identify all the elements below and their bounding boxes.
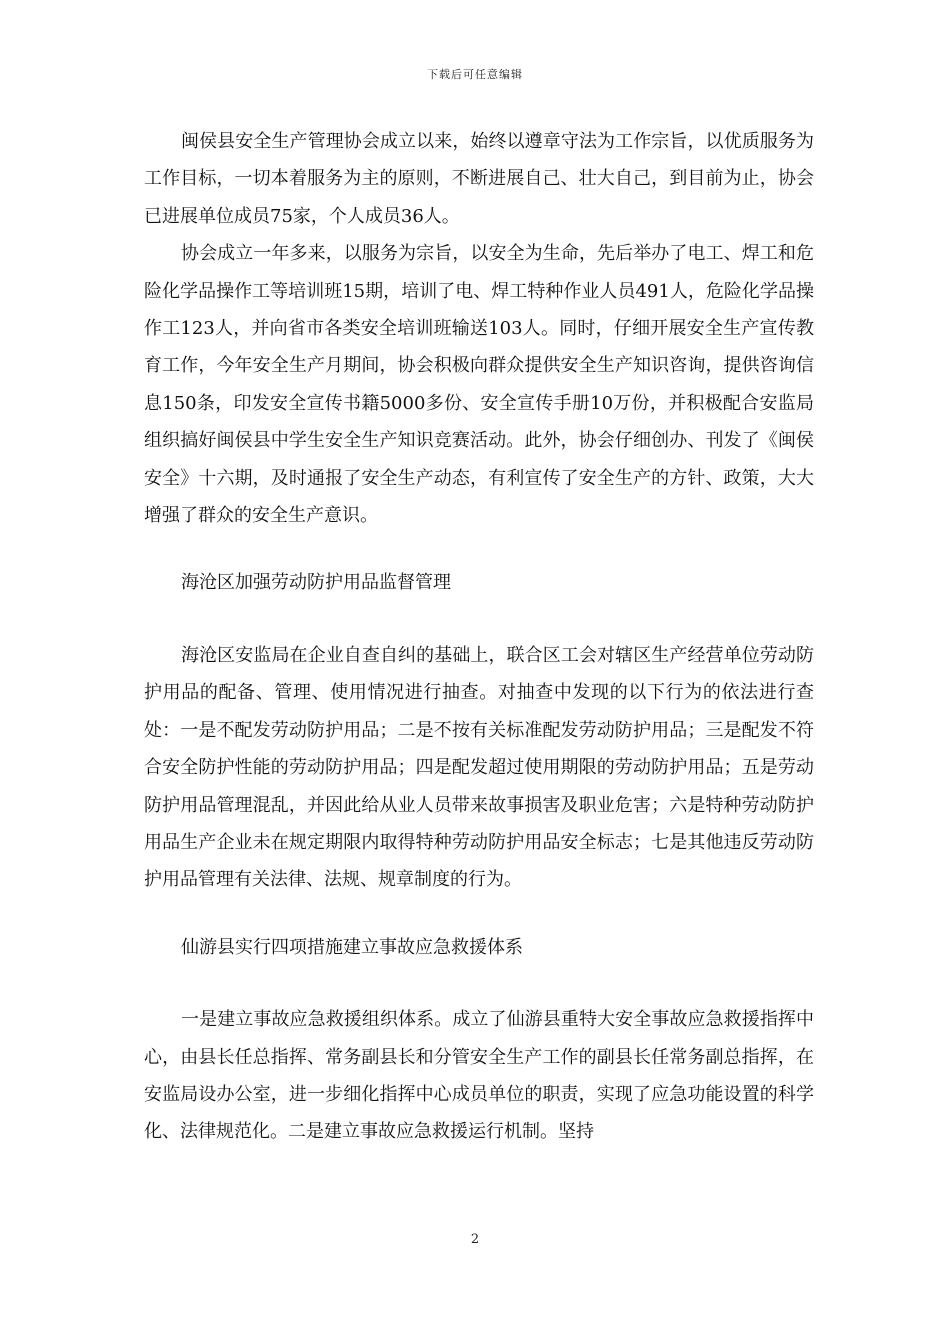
page-number: 2: [470, 1232, 480, 1247]
paragraph-association-intro: 闽侯县安全生产管理协会成立以来，始终以遵章守法为工作宗旨，以优质服务为工作目标，一切本着服务为主的原则，不断进展自己、壮大自己，到目前为止，协会已进展单位成员75家，个人成员36人。: [144, 131, 814, 227]
paragraph-xianyou-measures: 一是建立事故应急救援组织体系。成立了仙游县重特大安全事故应急救援指挥中心，由县长任总指挥、常务副县长和分管安全生产工作的副县长任常务副总指挥，在安监局设办公室，进一步细化指挥中心成员单位的职责，实现了应急功能设置的科学化、法律规范化。二是建立事故应急救援运行机制。坚持: [144, 1009, 814, 1143]
section-title-xianyou: 仙游县实行四项措施建立事故应急救援体系: [181, 936, 523, 958]
document-body: [144, 123, 814, 1151]
paragraph-haicang-inspection: 海沧区安监局在企业自查自纠的基础上，联合区工会对辖区生产经营单位劳动防护用品的配备、管理、使用情况进行抽查。对抽查中发现的以下行为的依法进行查处：一是不配发劳动防护用品；二是不按有关标准配发劳动防护用品；三是配发不符合安全防护性能的劳动防护用品；四是配发超过使用期限的劳动防护用品；五是劳动防护用品管理混乱，并因此给从业人员带来故事损害及职业危害；六是特种劳动防护用品生产企业未在规定期限内取得特种劳动防护用品安全标志；七是其他违反劳动防护用品管理有关法律、法规、规章制度的行为。: [144, 644, 814, 891]
paragraph-association-activities: 协会成立一年多来，以服务为宗旨，以安全为生命，先后举办了电工、焊工和危险化学品操作工等培训班15期，培训了电、焊工特种作业人员491人，危险化学品操作工123人，并向省市各类安全培训班输送103人。同时，仔细开展安全生产宣传教育工作，今年安全生产月期间，协会积极向群众提供安全生产知识咨询，提供咨询信息150条，印发安全宣传书籍5000多份、安全宣传手册10万份，并积极配合安监局组织搞好闽侯县中学生安全生产知识竞赛活动。此外，协会仔细创办、刊发了《闽侯安全》十六期，及时通报了安全生产动态，有利宣传了安全生产的方针、政策，大大增强了群众的安全生产意识。: [144, 243, 814, 527]
page-header-note: 下载后可任意编辑: [427, 68, 523, 81]
section-title-haicang: 海沧区加强劳动防护用品监督管理: [181, 572, 451, 594]
